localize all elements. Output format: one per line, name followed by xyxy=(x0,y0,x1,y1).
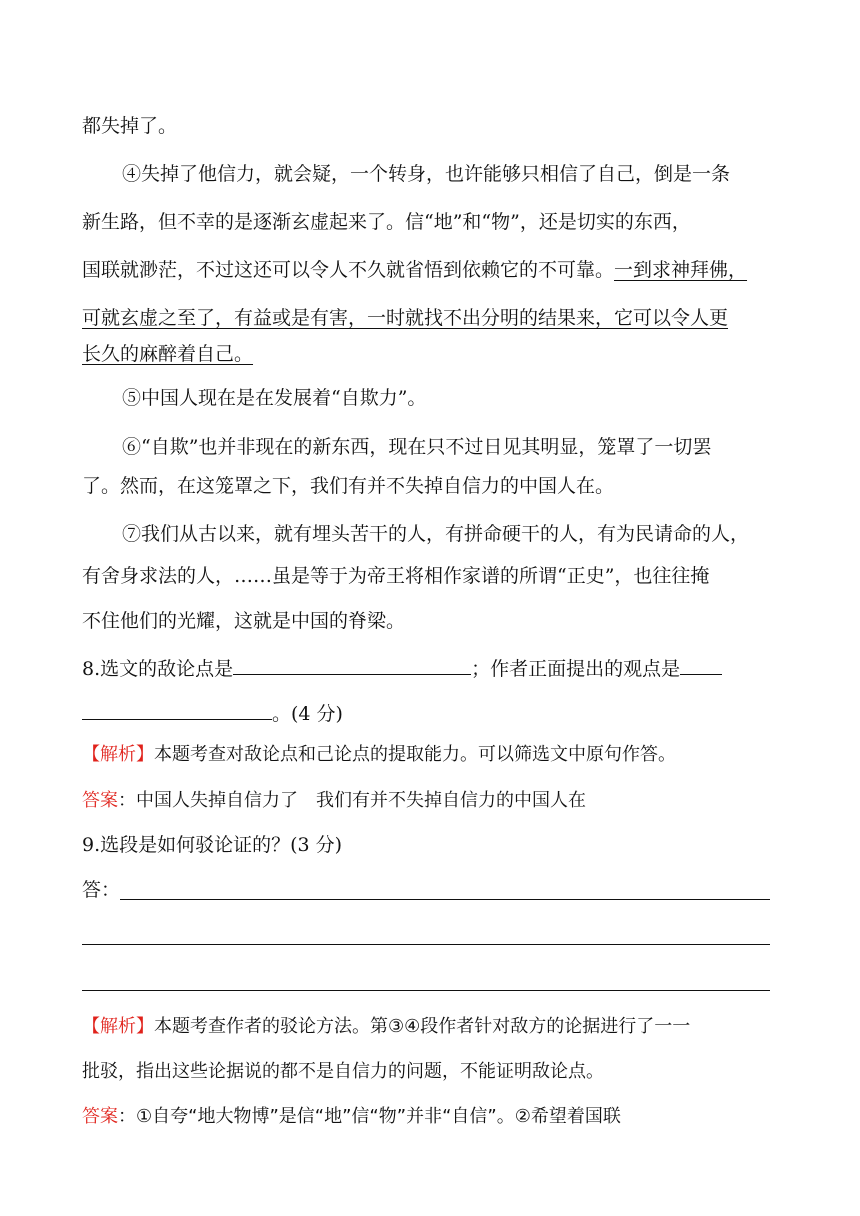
answer-prompt: 答： xyxy=(82,879,121,901)
question-8 xyxy=(82,656,778,681)
question-text: ；作者正面提出的观点是 xyxy=(471,658,681,680)
answer-line[interactable] xyxy=(82,944,770,945)
passage-paragraph-7-line: 有舍身求法的人，……虽是等于为帝王将相作家谱的所谓“正史”，也往往掩 xyxy=(82,565,710,587)
underlined-sentence-end xyxy=(82,342,778,366)
passage-paragraph-4-line: ④失掉了他信力，就会疑，一个转身，也许能够只相信了自己，倒是一条 xyxy=(122,163,731,185)
passage-line: 都失掉了。 xyxy=(82,115,178,137)
passage-paragraph-4-line: 新生路，但不幸的是逐渐玄虚起来了。信“地”和“物”，还是切实的东西， xyxy=(82,211,691,233)
passage-paragraph-7-line: 不住他们的光耀，这就是中国的脊梁。 xyxy=(82,610,406,632)
passage-paragraph-6-line: ⑥“自欺”也并非现在的新东西，现在只不过日见其明显，笼罩了一切罢 xyxy=(122,436,712,458)
question-score: 。(4 分) xyxy=(272,703,343,725)
analysis-text: 本题考查作者的驳论方法。第③④段作者针对敌方的论据进行了一一 xyxy=(154,1016,691,1037)
underlined-sentence: 一到求神拜佛， xyxy=(614,259,748,281)
fill-blank[interactable] xyxy=(82,701,272,720)
fill-blank[interactable] xyxy=(233,656,471,675)
analysis-tag: 【解析】 xyxy=(82,744,154,765)
fill-blank[interactable] xyxy=(680,656,722,675)
analysis-9 xyxy=(82,1015,778,1039)
answer-9 xyxy=(82,1105,778,1129)
answer-line[interactable] xyxy=(120,899,770,900)
answer-8 xyxy=(82,789,778,813)
answer-tag: 答案 xyxy=(82,790,118,811)
passage-text: 国联就渺茫，不过这还可以令人不久就省悟到依赖它的不可靠。 xyxy=(82,259,615,281)
answer-text: ：中国人失掉自信力了 我们有并不失掉自信力的中国人在 xyxy=(118,790,586,811)
analysis-text: 本题考查对敌论点和己论点的提取能力。可以筛选文中原句作答。 xyxy=(154,744,676,765)
question-text: 8.选文的敌论点是 xyxy=(82,658,234,680)
answer-line[interactable] xyxy=(82,990,770,991)
underlined-sentence: 长久的麻醉着自己。 xyxy=(82,343,254,365)
passage-paragraph-5-line: ⑤中国人现在是在发展着“自欺力”。 xyxy=(122,387,427,409)
analysis-8 xyxy=(82,743,778,767)
answer-text: ：①自夸“地大物博”是信“地”信“物”并非“自信”。②希望着国联 xyxy=(118,1106,621,1127)
passage-paragraph-7-line: ⑦我们从古以来，就有埋头苦干的人，有拼命硬干的人，有为民请命的人， xyxy=(122,523,750,545)
analysis-9-continued: 批驳，指出这些论据说的都不是自信力的问题，不能证明敌论点。 xyxy=(82,1061,604,1082)
passage-paragraph-6-line: 了。然而，在这笼罩之下，我们有并不失掉自信力的中国人在。 xyxy=(82,475,615,497)
analysis-tag: 【解析】 xyxy=(82,1016,154,1037)
underlined-sentence: 可就玄虚之至了，有益或是有害，一时就找不出分明的结果来，它可以令人更 xyxy=(82,307,729,329)
passage-paragraph-4-line xyxy=(82,258,778,282)
question-9: 9.选段是如何驳论证的？(3 分) xyxy=(82,834,343,856)
answer-tag: 答案 xyxy=(82,1106,118,1127)
question-8-continued xyxy=(82,701,778,726)
